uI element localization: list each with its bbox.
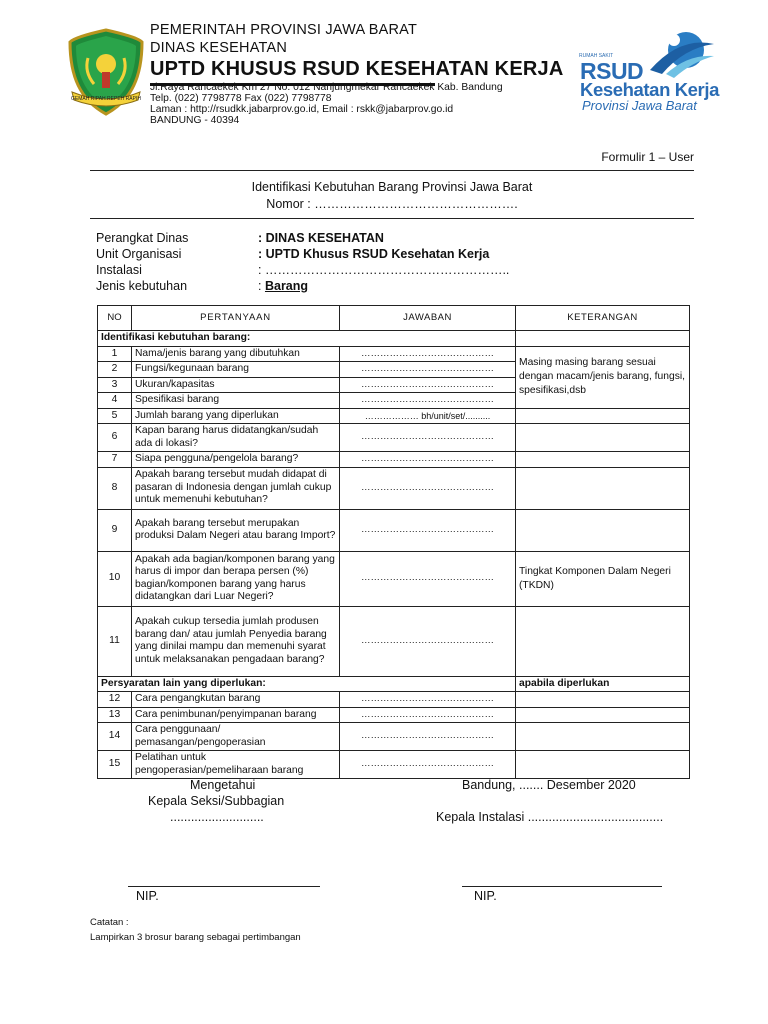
row-question: Fungsi/kegunaan barang [132,362,340,378]
table-row [98,723,690,751]
row-answer: …………………………………… [340,751,516,779]
row-note: Masing masing barang sesuai dengan macam/jenis barang, fungsi, spesifikasi,dsb [516,346,690,408]
row-note [516,606,690,676]
row-question: Apakah barang tersebut merupakan produksi Dalam Negeri atau barang Import? [132,509,340,551]
row-note [516,408,690,424]
info-label-instalasi: Instalasi [96,263,142,277]
row-note [516,467,690,509]
section-title: Identifikasi kebutuhan barang: [98,331,516,347]
header-government: PEMERINTAH PROVINSI JAWA BARAT [150,22,418,38]
section-row [98,331,690,347]
row-note [516,707,690,723]
sig-kepala-seksi: Kepala Seksi/Subbagian [148,794,285,808]
table-row [98,551,690,606]
row-answer: …………………………………… [340,551,516,606]
row-question: Jumlah barang yang diperlukan [132,408,340,424]
rsud-logo-province: Provinsi Jawa Barat [582,98,697,113]
info-label-jenis: Jenis kebutuhan [96,279,188,293]
row-no: 6 [98,424,132,452]
row-no: 14 [98,723,132,751]
header-jawaban: JAWABAN [340,306,516,331]
row-answer: …………………………………… [340,346,516,362]
row-answer: …………………………………… [340,723,516,751]
row-note [516,452,690,468]
needs-table [97,305,690,779]
row-answer: …………………………………… [340,509,516,551]
row-no: 12 [98,692,132,708]
row-no: 9 [98,509,132,551]
sig-date: Bandung, ....... Desember 2020 [462,778,636,792]
row-question: Spesifikasi barang [132,393,340,409]
row-no: 13 [98,707,132,723]
row-question: Cara pengangkutan barang [132,692,340,708]
row-question: Cara penggunaan/ pemasangan/pengoperasian [132,723,340,751]
table-row [98,424,690,452]
row-no: 8 [98,467,132,509]
header-hospital-name: UPTD KHUSUS RSUD KESEHATAN KERJA [150,58,564,80]
row-question: Apakah cukup tersedia jumlah produsen barang dan/ atau jumlah Penyedia barang yang dinilai mampu dan memenuhi syarat untuk melaksanakan pengadaan barang? [132,606,340,676]
row-answer: …………………………………… [340,424,516,452]
document-title: Identifikasi Kebutuhan Barang Provinsi Jawa Barat [251,180,533,194]
table-row [98,692,690,708]
info-jenis-value: Barang [264,279,309,293]
section-note: apabila diperlukan [516,676,690,692]
row-no: 10 [98,551,132,606]
table-row [98,408,690,424]
row-note [516,751,690,779]
info-label-perangkat: Perangkat Dinas [96,231,189,245]
info-value-jenis [258,279,308,293]
header-address: Jl.Raya Rancaekek Km 27 No. 012 Nanjungmekar Rancaekek Kab. Bandung [150,82,503,93]
form-number: Formulir 1 – User [601,150,694,164]
divider-bottom [90,218,694,219]
info-label-unit: Unit Organisasi [96,247,182,261]
row-question: Ukuran/kapasitas [132,377,340,393]
row-no: 5 [98,408,132,424]
info-value-unit: : UPTD Khusus RSUD Kesehatan Kerja [258,247,490,261]
row-question: Cara penimbunan/penyimpanan barang [132,707,340,723]
row-answer: …………………………………… [340,707,516,723]
row-question: Kapan barang harus didatangkan/sudah ada di lokasi? [132,424,340,452]
sig-dots-left: ........................... [170,810,264,824]
row-question: Apakah barang tersebut mudah didapat di pasaran di Indonesia dengan jumlah cukup untuk memenuhi kebutuhan? [132,467,340,509]
row-note [516,723,690,751]
row-no: 11 [98,606,132,676]
row-answer: …………………………………… [340,452,516,468]
header-web: Laman : http://rsudkk.jabarprov.go.id, Email : rskk@jabarprov.go.id [150,104,454,115]
table-row [98,707,690,723]
table-row [98,606,690,676]
sig-nip-left: NIP. [136,889,159,903]
rsud-logo-title: RSUD [580,58,644,84]
row-answer: …………………………………… [340,377,516,393]
row-note [516,509,690,551]
signature-line-left [128,886,320,887]
emblem-motto: GEMAH RIPAH REPEH RAPIH [71,96,141,102]
divider-top [90,170,694,171]
sig-kepala-instalasi: Kepala Instalasi ....................................... [436,810,664,824]
header-no: NO [98,306,132,331]
table-header-row [98,306,690,331]
row-answer: ……………… bh/unit/set/.......... [340,408,516,424]
row-answer: …………………………………… [340,606,516,676]
row-answer: …………………………………… [340,467,516,509]
info-value-instalasi: : ………………………………………………….. [258,263,510,277]
row-answer: …………………………………… [340,362,516,378]
info-value-perangkat: : DINAS KESEHATAN [258,231,384,245]
row-no: 3 [98,377,132,393]
rsud-logo-subtitle: Kesehatan Kerja [580,79,719,100]
section-note [516,331,690,347]
row-question: Apakah ada bagian/komponen barang yang harus di impor dan berapa persen (%) bagian/komponen barang yang harus didatangkan dari Luar Negeri? [132,551,340,606]
table-row [98,346,690,362]
table-row [98,751,690,779]
row-no: 2 [98,362,132,378]
row-note [516,692,690,708]
row-no: 7 [98,452,132,468]
row-question: Siapa pengguna/pengelola barang? [132,452,340,468]
table-row [98,452,690,468]
header-department: DINAS KESEHATAN [150,40,288,56]
row-no: 15 [98,751,132,779]
info-colon: : [258,279,262,293]
header-phone: Telp. (022) 7798778 Fax (022) 7798778 [150,93,332,104]
document-number: Nomor : …………………………………………. [266,197,518,211]
note-label: Catatan : [90,917,129,928]
header-keterangan: KETERANGAN [516,306,690,331]
row-question: Pelatihan untuk pengoperasian/pemeliharaan barang [132,751,340,779]
header-city: BANDUNG - 40394 [150,115,240,126]
header-pertanyaan: PERTANYAAN [132,306,340,331]
note-text: Lampirkan 3 brosur barang sebagai pertimbangan [90,932,301,943]
row-no: 4 [98,393,132,409]
row-answer: …………………………………… [340,692,516,708]
table-row [98,467,690,509]
sig-nip-right: NIP. [474,889,497,903]
rsud-logo-small-text: RUMAH SAKIT [579,53,614,59]
row-question: Nama/jenis barang yang dibutuhkan [132,346,340,362]
jawa-barat-emblem-logo [66,28,146,116]
row-note: Tingkat Komponen Dalam Negeri (TKDN) [516,551,690,606]
row-answer: …………………………………… [340,393,516,409]
row-note [516,424,690,452]
row-no: 1 [98,346,132,362]
section-title: Persyaratan lain yang diperlukan: [98,676,516,692]
signature-line-right [462,886,662,887]
section-row [98,676,690,692]
table-row [98,509,690,551]
sig-mengetahui: Mengetahui [190,778,256,792]
